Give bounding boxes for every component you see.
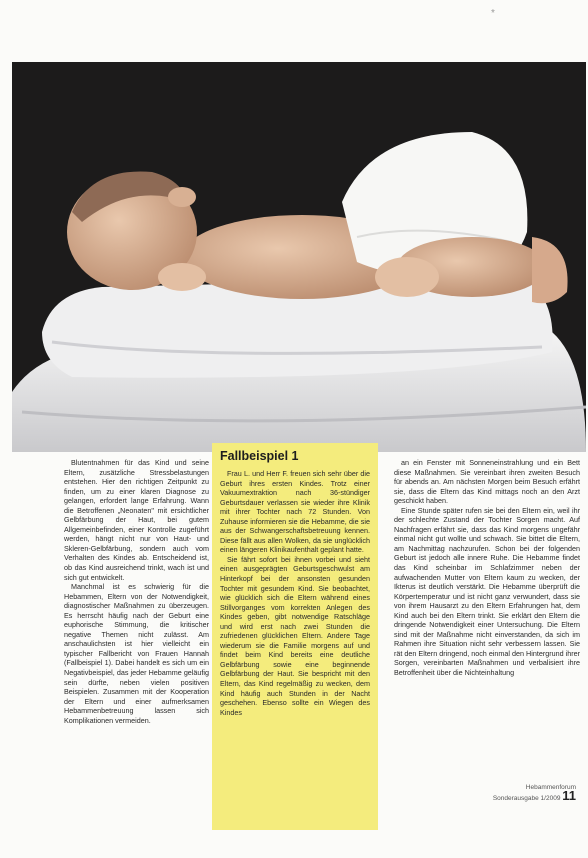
case-study-box xyxy=(212,443,378,830)
paragraph: Eine Stunde später rufen sie bei den Eltern ein, weil ihr der schlechte Zustand der Tochter Sorgen macht. Auf Nachfragen erfährt sie, dass das Kind morgens ungefähr einmal nicht gut wollte und schwach. Sie bittet die Eltern, am Nachmittag nachzurufen. Schon bei der folgenden Geburt ist jedoch alle innere Ruhe. Die Hebamme findet das Kind scheinbar im Schlafzimmer neben der aufwachenden Mutter von Eltern kaum zu wecken, der Ikterus ist deutlich verstärkt. Die Hebamme überprüft die Körpertemperatur und ist nicht ganz verwundert, dass sie von ihrem Hausarzt zu den Eltern Erfahrungen hat, dem Kind auch bei den Eltern trinkt. Sie erklärt den Eltern die dringende Notwendigkeit einer Untersuchung. Die Eltern sind mit der Maßnahme nicht einverstanden, da sich im Rahmen ihre Situation nicht sehr verbessern lassen. Sie rät den Eltern dringend, noch einmal den Hintergrund ihrer Sorgen, vereinbarten Maßnahmen und verbalisiert ihre Betroffenheit über die Nichteinhaltung xyxy=(394,505,580,678)
baby-photo xyxy=(12,62,586,452)
paragraph: Sie fährt sofort bei ihnen vorbei und sieht einen ausgeprägten Geburtsgeschwulst am Hinterkopf bei der ansonsten gesunden Tochter mit gesundem Kind. Sie beobachtet, wie glücklich sich die Eltern während eines Stillvorganges vom korrekten Anlegen des Kindes geben, gibt notwendige Ratschläge und wird erst nach zwei Stunden die zufriedenen glücklichen Eltern. Andere Tage wiederum sie die Familie morgens auf und findet beim Kind bereits eine deutliche Gelbfärbung sowie eine beginnende Gelbfärbung der Haut. Sie bespricht mit den Eltern, das Kind regelmäßig zu wecken, dem Kind häufig auch Stunden in der Nacht geschehen. Ebenso sollte ein Wiegen des Kindes xyxy=(220,554,370,717)
case-study-title: Fallbeispiel 1 xyxy=(220,449,299,463)
paragraph: Blutentnahmen für das Kind und seine Eltern, zusätzliche Stressbelastungen entstehen. Hier den richtigen Zeitpunkt zu finden, um zu einer klaren Diagnose zu gelangen, erfordert lange Erfahrung. Wann die Betroffenen „Neonaten" mit ersichtlicher Gelbfärbung der Haut, bei gutem Allgemeinbefinden, einer Kontrolle zugeführt werden, hängt nicht nur von Haut- und Skleren-Gelbfärbung, sondern auch vom Verhalten des Kindes ab. Entscheidend ist, ob das Kind ausreichend trinkt, wach ist und sich gut entwickelt. xyxy=(64,458,209,582)
baby-photo-icon xyxy=(12,62,586,452)
page-footer xyxy=(493,784,576,803)
paragraph: Manchmal ist es schwierig für die Hebammen, Eltern von der Notwendigkeit, diagnostischer Maßnahmen zu überzeugen. Es herrscht häufig nach der Geburt eine euphorische Stimmung, die kritischer negative Themen nicht zulässt. Am anschaulichsten ist hier vielleicht ein typischer Fallbericht von Frauen Hannah (Fallbeispiel 1). Dabei handelt es sich um ein Negativbeispiel, das jeder Hebamme geläufig sein dürfte, neben vielen positiven Beispielen. Zusammen mit der Kooperation der Eltern und einer aufmerksamen Hebammenbetreuung lassen sich Komplikationen vermeiden. xyxy=(64,582,209,725)
page-number: 11 xyxy=(562,788,576,803)
paragraph: Frau L. und Herr F. freuen sich sehr über die Geburt ihres ersten Kindes. Trotz einer Vakuumextraktion nach 36-stündiger Geburtsdauer verlassen sie wieder ihre Klinik mit ihrer Tochter nach 72 Stunden. Von Zuhause informieren sie die Hebamme, die sie aus der Schwangerschaftsbetreuung kennen. Diese fällt aus allen Wolken, da sie unglücklich einen längeren Klinikaufenthalt geplant hatte. xyxy=(220,469,370,555)
corner-mark: * xyxy=(491,8,495,19)
text-column-3 xyxy=(394,458,580,813)
paragraph: an ein Fenster mit Sonneneinstrahlung und ein Bett diese Maßnahmen. Sie vereinbart ihren zweiten Besuch für abends an. Am nächsten Morgen beim Besuch erfährt sie, dass die Eltern das Kind mittags noch an den Arzt geschickt haben. xyxy=(394,458,580,506)
text-column-1 xyxy=(64,458,209,858)
issue-label: Sonderausgabe 1/2009 xyxy=(492,795,561,802)
magazine-name: Hebammenforum xyxy=(525,784,576,791)
